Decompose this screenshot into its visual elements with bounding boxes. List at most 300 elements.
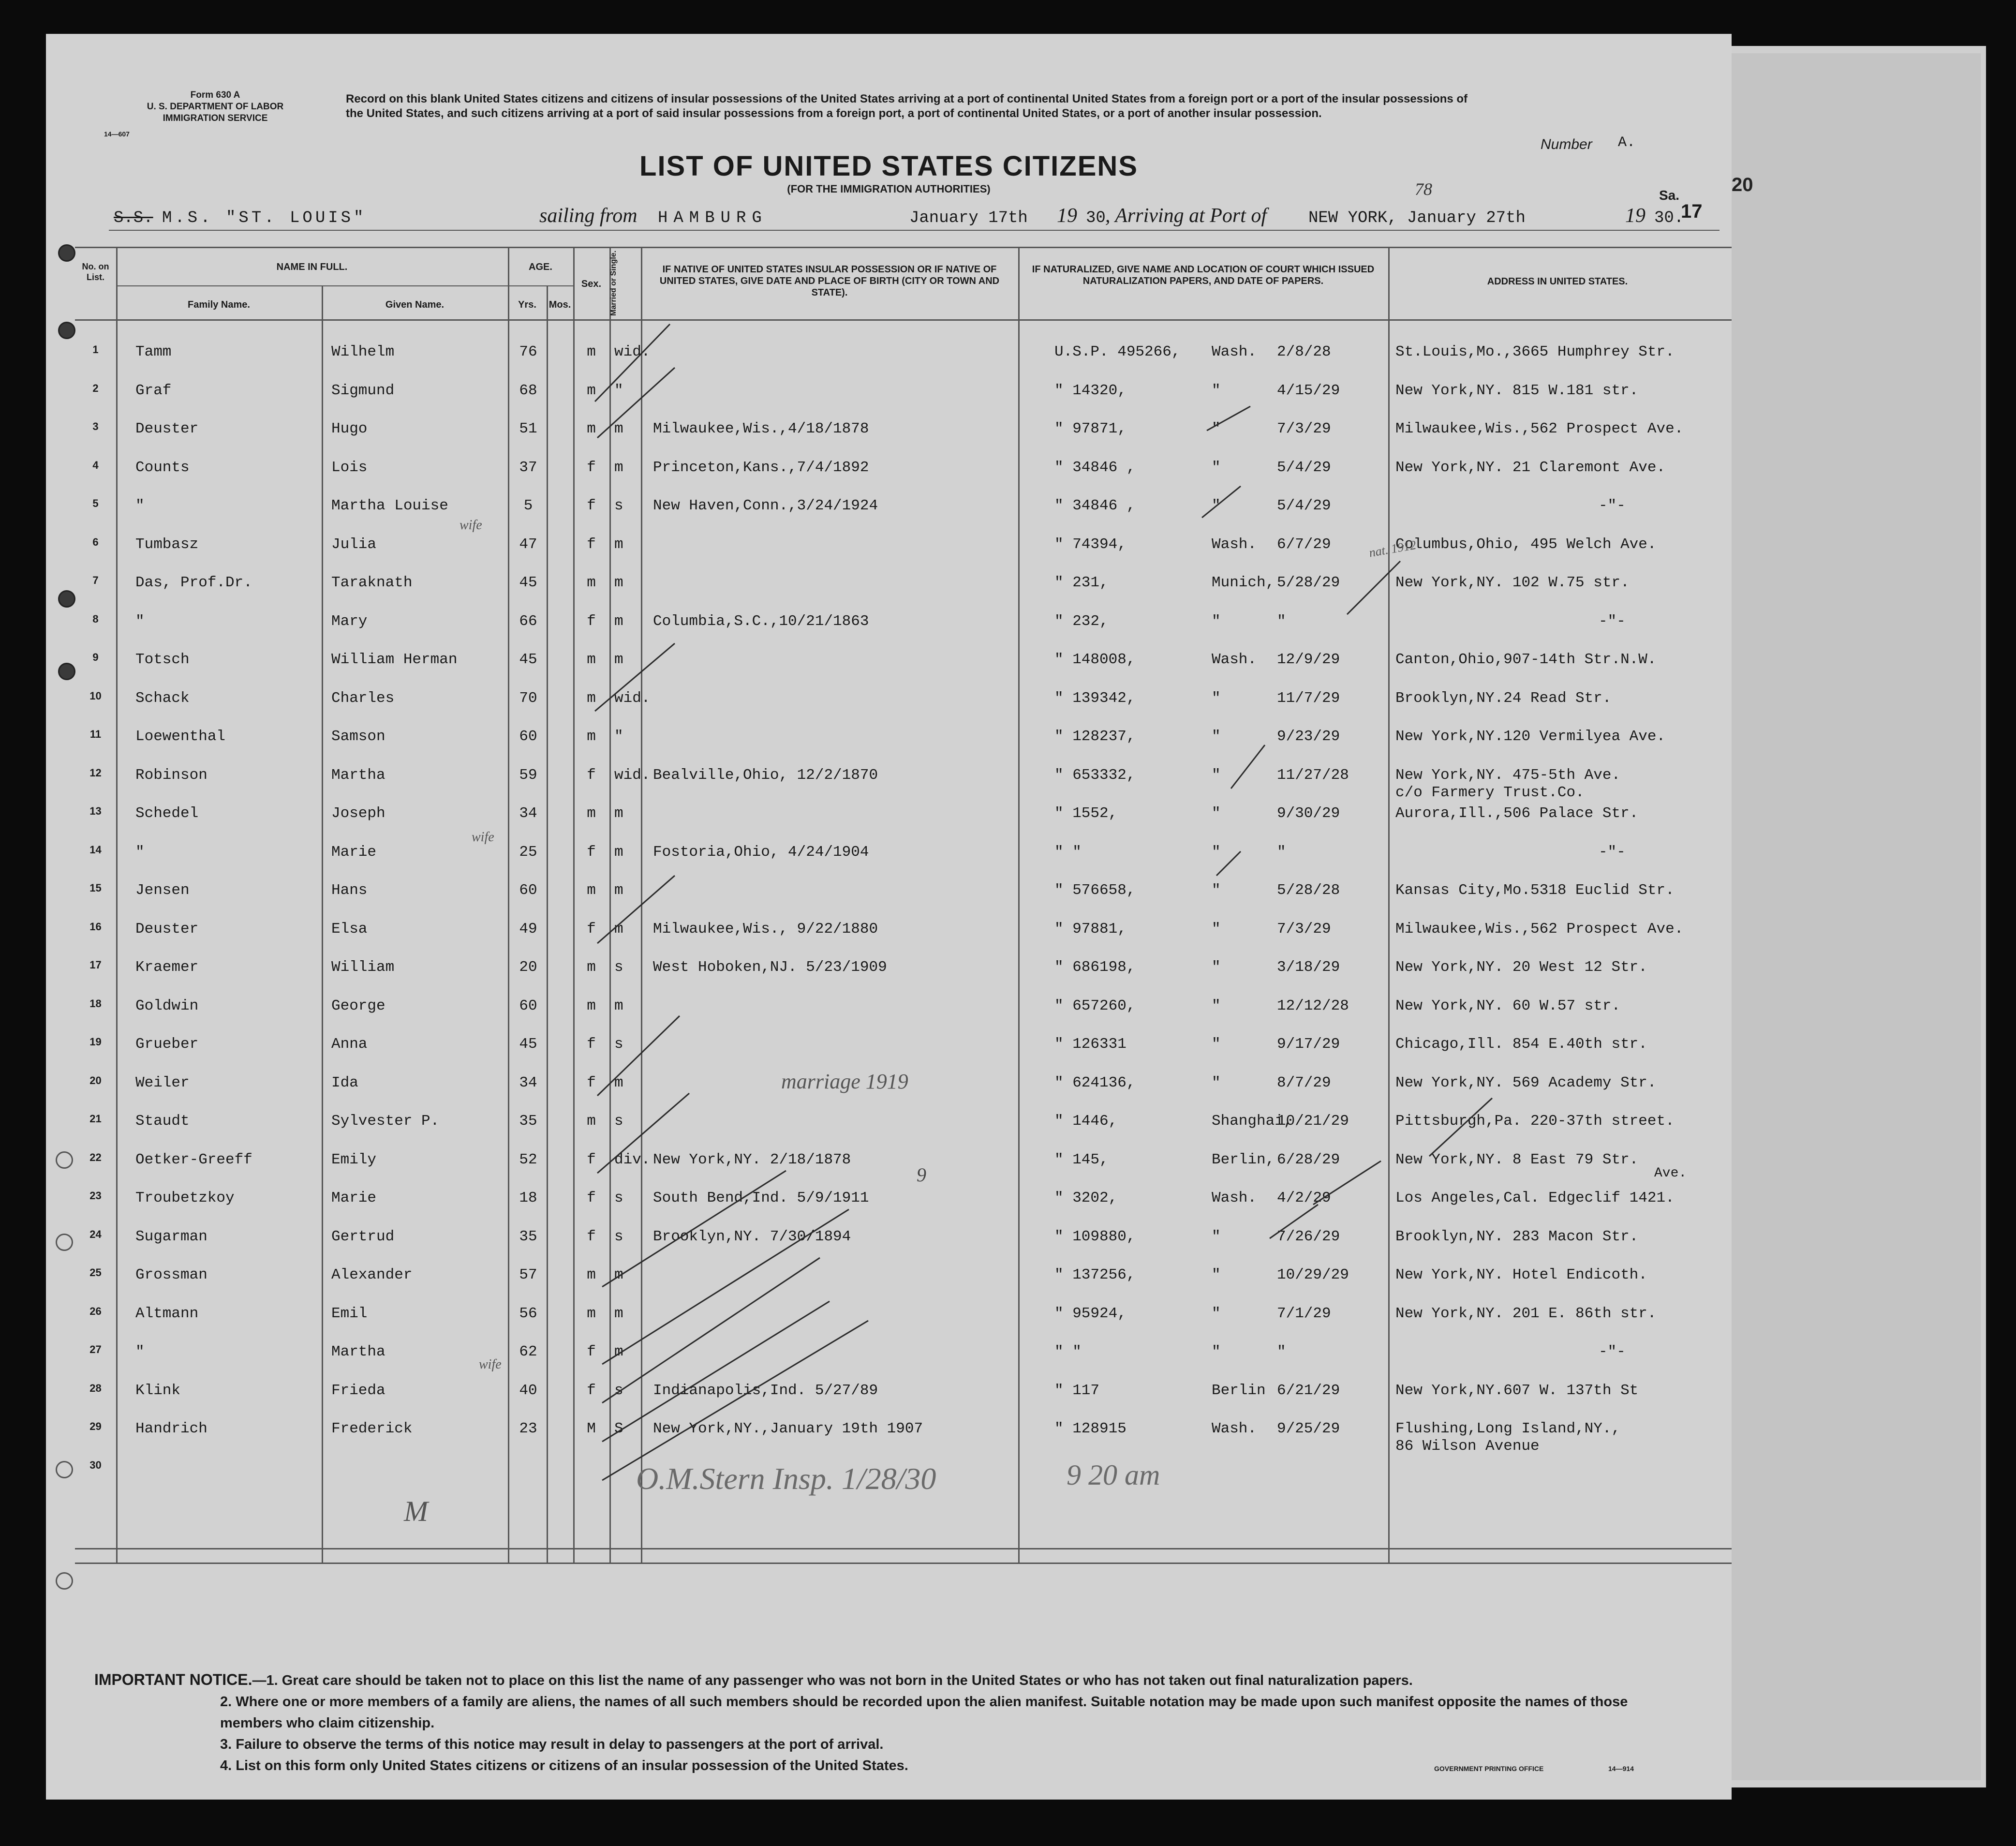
cell-age-years: 45 <box>519 574 537 591</box>
cell-naturalization-number: " " <box>1054 843 1082 861</box>
cell-naturalization-court: " <box>1212 959 1221 976</box>
cell-naturalization-date: 10/21/29 <box>1277 1113 1349 1130</box>
cell-naturalization-number: " " <box>1054 1343 1082 1360</box>
cell-naturalization-date: 9/25/29 <box>1277 1420 1340 1437</box>
annotation-initials: M <box>404 1495 428 1527</box>
cell-naturalization-court: " <box>1212 805 1221 822</box>
header-months: Mos. <box>548 299 571 310</box>
cell-naturalization-date: 5/28/28 <box>1277 882 1340 899</box>
cell-naturalization-date: 5/28/29 <box>1277 574 1340 591</box>
cell-given-name: Samson <box>331 728 385 745</box>
cell-row-number: 5 <box>92 497 99 509</box>
notice-item-3: 3. Failure to observe the terms of this notice may result in delay to passengers at the port of arrival. <box>220 1737 884 1752</box>
printer-mark: GOVERNMENT PRINTING OFFICE <box>1434 1765 1544 1772</box>
check-stroke-10 <box>602 1301 830 1442</box>
cell-family-name: Goldwin <box>135 997 199 1014</box>
cell-marital-status: m <box>614 805 623 822</box>
cell-marital-status: wid. <box>614 689 651 707</box>
cell-address: New York,NY. 20 West 12 Str. <box>1395 959 1647 976</box>
cell-given-name: Ida <box>331 1074 358 1091</box>
cell-given-name: Taraknath <box>331 574 413 591</box>
notice-item-4: 4. List on this form only United States citizens or citizens of an insular possession of the United States. <box>220 1758 908 1773</box>
cell-family-name: Das, Prof.Dr. <box>135 574 252 591</box>
cell-sex: f <box>587 1036 596 1053</box>
cell-age-years: 37 <box>519 459 537 476</box>
cell-family-name: " <box>135 612 145 630</box>
arrival-port-date: NEW YORK, January 27th <box>1308 209 1526 227</box>
departure-date: January 17th <box>909 209 1028 227</box>
check-stroke-7 <box>602 1171 786 1287</box>
binder-hole-1 <box>58 244 75 262</box>
cell-birth-place-date: Milwaukee,Wis., 9/22/1880 <box>653 920 878 938</box>
cell-naturalization-court: " <box>1212 689 1221 707</box>
cell-given-name: Emily <box>331 1151 377 1168</box>
check-stroke-8 <box>602 1209 849 1364</box>
cell-given-name: Lois <box>331 459 368 476</box>
cell-sex: m <box>587 1266 596 1283</box>
cell-naturalization-number: " 657260, <box>1054 997 1136 1014</box>
cell-naturalization-court: " <box>1212 997 1221 1014</box>
cell-given-name: Mary <box>331 612 368 630</box>
cell-given-name: Gertrud <box>331 1228 395 1245</box>
cell-marital-status: m <box>614 536 623 553</box>
cell-birth-place-date: Fostoria,Ohio, 4/24/1904 <box>653 843 869 861</box>
check-stroke-12 <box>1207 406 1250 431</box>
cell-sex: f <box>587 843 596 861</box>
cell-given-name: Anna <box>331 1036 368 1053</box>
cell-given-name: Alexander <box>331 1266 413 1283</box>
cell-row-number: 16 <box>89 920 102 933</box>
cell-naturalization-court: " <box>1212 382 1221 399</box>
binder-hole-3 <box>58 590 75 608</box>
binder-hole-4 <box>58 663 75 680</box>
cell-age-years: 47 <box>519 536 537 553</box>
cell-marital-status: m <box>614 997 623 1014</box>
cell-address: New York,NY. 475-5th Ave. <box>1395 766 1621 784</box>
cell-family-name: Grossman <box>135 1266 208 1283</box>
cell-naturalization-date: 7/1/29 <box>1277 1305 1331 1322</box>
cell-birth-place-date: West Hoboken,NJ. 5/23/1909 <box>653 959 887 976</box>
cell-row-number: 11 <box>89 728 102 740</box>
cell-marital-status: S <box>614 1420 623 1437</box>
cell-row-number: 20 <box>89 1074 102 1087</box>
cell-naturalization-number: " 686198, <box>1054 959 1136 976</box>
cell-sex: f <box>587 1151 596 1168</box>
cell-address: Brooklyn,NY. 283 Macon Str. <box>1395 1228 1639 1245</box>
cell-age-years: 76 <box>519 343 537 360</box>
cell-naturalization-court: " <box>1212 882 1221 899</box>
cell-row-number: 18 <box>89 997 102 1010</box>
cell-naturalization-date: 5/4/29 <box>1277 497 1331 514</box>
cell-sex: m <box>587 1113 596 1130</box>
cell-sex: m <box>587 959 596 976</box>
cell-naturalization-date: 3/18/29 <box>1277 959 1340 976</box>
cell-naturalization-date: 11/7/29 <box>1277 689 1340 707</box>
page-title: LIST OF UNITED STATES CITIZENS <box>639 150 1138 182</box>
cell-sex: f <box>587 1074 596 1091</box>
cell-row-number: 17 <box>89 959 102 971</box>
cell-birth-place-date: South Bend,Ind. 5/9/1911 <box>653 1190 869 1206</box>
cell-naturalization-date: 7/3/29 <box>1277 420 1331 437</box>
cell-given-name: Emil <box>331 1305 368 1322</box>
cell-family-name: Jensen <box>135 882 190 899</box>
check-stroke-11 <box>602 1321 868 1480</box>
cell-birth-place-date: Princeton,Kans.,7/4/1892 <box>653 459 869 476</box>
cell-naturalization-court: Wash. <box>1212 343 1257 360</box>
cell-sex: m <box>587 728 596 745</box>
cell-age-years: 62 <box>519 1343 537 1360</box>
cell-naturalization-number: " 148008, <box>1054 651 1136 668</box>
check-stroke-16 <box>1216 851 1241 876</box>
cell-family-name: Oetker-Greeff <box>135 1151 252 1168</box>
cell-given-name: Marie <box>331 1190 377 1206</box>
cell-address: New York,NY.120 Vermilyea Ave. <box>1395 728 1666 745</box>
cell-row-number: 24 <box>89 1228 102 1240</box>
departure-year: 30 <box>1086 209 1106 227</box>
departure-year-prefix: 19 <box>1057 205 1077 227</box>
check-stroke-18 <box>1313 1161 1381 1205</box>
cell-naturalization-number: " 1446, <box>1054 1113 1118 1130</box>
notice-item-1 <box>94 1669 1690 1691</box>
cell-marital-status: m <box>614 843 623 861</box>
cell-age-years: 23 <box>519 1420 537 1437</box>
header-native-birth: IF NATIVE OF UNITED STATES INSULAR POSSESSION OR IF NATIVE OF UNITED STATES, GIVE DATE AND PLACE OF BIRTH (CITY OR TOWN AND STATE). <box>659 264 1000 298</box>
printer-code: 14—914 <box>1608 1765 1634 1772</box>
cell-row-number: 21 <box>89 1113 102 1125</box>
cell-given-name: Charles <box>331 689 395 707</box>
cell-given-name: Julia <box>331 536 377 553</box>
cell-marital-status: m <box>614 1305 623 1322</box>
cell-naturalization-court: " <box>1212 843 1221 861</box>
cell-age-years: 51 <box>519 420 537 437</box>
cell-birth-place-date: Brooklyn,NY. 7/30/1894 <box>653 1228 851 1245</box>
cell-naturalization-number: " 3202, <box>1054 1190 1118 1206</box>
cell-marital-status: s <box>614 1190 623 1206</box>
arriving-label: , Arriving at Port of <box>1105 205 1267 227</box>
annotation-ave: Ave. <box>1654 1166 1687 1181</box>
cell-row-number: 7 <box>92 574 99 586</box>
cell-naturalization-court: Wash. <box>1212 651 1257 668</box>
cell-naturalization-number: " 128237, <box>1054 728 1136 745</box>
cell-naturalization-date: 6/7/29 <box>1277 536 1331 553</box>
binder-hole-5 <box>56 1151 73 1169</box>
cell-naturalization-court: " <box>1212 1343 1221 1360</box>
cell-family-name: Tamm <box>135 343 172 360</box>
cell-sex: f <box>587 1228 596 1245</box>
cell-naturalization-date: 9/30/29 <box>1277 805 1340 822</box>
departure-port: HAMBURG <box>658 209 768 227</box>
cell-naturalization-date: 4/2/29 <box>1277 1190 1331 1206</box>
cell-age-years: 45 <box>519 651 537 668</box>
cell-naturalization-court: Wash. <box>1212 1420 1257 1437</box>
cell-address: New York,NY. 102 W.75 str. <box>1395 574 1630 591</box>
cell-age-years: 60 <box>519 882 537 899</box>
cell-row-number: 1 <box>92 343 99 356</box>
cell-sex: m <box>587 574 596 591</box>
cell-marital-status: div. <box>614 1151 651 1168</box>
cell-family-name: " <box>135 497 145 514</box>
cell-family-name: Sugarman <box>135 1228 208 1245</box>
number-value: A. <box>1618 134 1636 151</box>
struck-vessel-type: S.S. <box>114 209 153 227</box>
header-given-name: Given Name. <box>385 299 445 310</box>
cell-age-years: 40 <box>519 1382 537 1399</box>
annotation-wife-mark-2: wife <box>472 830 494 845</box>
cell-sex: f <box>587 536 596 553</box>
cell-family-name: Loewenthal <box>135 728 226 745</box>
cell-row-number: 30 <box>89 1459 102 1471</box>
cell-naturalization-date: 5/4/29 <box>1277 459 1331 476</box>
cell-address: New York,NY. 8 East 79 Str. <box>1395 1151 1639 1168</box>
notice-item-2: 2. Where one or more members of a family are aliens, the names of all such members should be recorded upon the alien manifest. Suitable notation may be made upon such manifest opposite the names of those members who claim citizenship. <box>220 1694 1628 1731</box>
cell-address: New York,NY. 815 W.181 str. <box>1395 382 1639 399</box>
cell-naturalization-date: 11/27/28 <box>1277 766 1349 784</box>
cell-marital-status: s <box>614 1113 623 1130</box>
cell-sex: m <box>587 882 596 899</box>
cell-naturalization-court: " <box>1212 1228 1221 1245</box>
header-no: No. on List. <box>82 262 109 282</box>
cell-age-years: 52 <box>519 1151 537 1168</box>
form-code: 14—607 <box>104 130 130 138</box>
header-family-name: Family Name. <box>188 299 250 310</box>
cell-row-number: 29 <box>89 1420 102 1432</box>
check-stroke-1 <box>595 324 670 402</box>
cell-address: Chicago,Ill. 854 E.40th str. <box>1395 1036 1647 1053</box>
cell-address: New York,NY. 60 W.57 str. <box>1395 997 1621 1014</box>
cell-row-number: 28 <box>89 1382 102 1394</box>
cell-birth-place-date: New York,NY.,January 19th 1907 <box>653 1420 923 1437</box>
cell-naturalization-court: Munich, <box>1212 574 1275 591</box>
cell-address: New York,NY. 201 E. 86th str. <box>1395 1305 1657 1322</box>
cell-birth-place-date: Milwaukee,Wis.,4/18/1878 <box>653 420 869 437</box>
cell-given-name: William <box>331 959 395 976</box>
cell-age-years: 68 <box>519 382 537 399</box>
cell-family-name: Kraemer <box>135 959 199 976</box>
cell-family-name: Deuster <box>135 920 199 938</box>
cell-sex: f <box>587 459 596 476</box>
cell-naturalization-date: 7/3/29 <box>1277 920 1331 938</box>
cell-family-name: Graf <box>135 382 172 399</box>
cell-family-name: Klink <box>135 1382 181 1399</box>
cell-naturalization-court: " <box>1212 766 1221 784</box>
cell-address: Kansas City,Mo.5318 Euclid Str. <box>1395 882 1675 899</box>
cell-address: St.Louis,Mo.,3665 Humphrey Str. <box>1395 343 1675 360</box>
underlying-sheet-inner <box>1729 53 1981 1780</box>
cell-naturalization-court: Wash. <box>1212 536 1257 553</box>
header-years: Yrs. <box>518 299 536 310</box>
check-stroke-3 <box>595 643 675 711</box>
cell-marital-status: s <box>614 1382 623 1399</box>
header-name-in-full: NAME IN FULL. <box>276 262 348 272</box>
cell-sex: f <box>587 1382 596 1399</box>
cell-naturalization-date: " <box>1277 612 1286 630</box>
cell-family-name: Grueber <box>135 1036 199 1053</box>
check-stroke-group <box>595 324 1492 1480</box>
cell-age-years: 56 <box>519 1305 537 1322</box>
cell-marital-status: m <box>614 459 623 476</box>
cell-naturalization-date: " <box>1277 843 1286 861</box>
header-sex: Sex. <box>581 279 602 289</box>
cell-family-name: Deuster <box>135 420 199 437</box>
cell-naturalization-court: " <box>1212 1074 1221 1091</box>
important-notice <box>94 1669 1690 1776</box>
cell-birth-place-date: New York,NY. 2/18/1878 <box>653 1151 851 1168</box>
annotation-marriage: marriage 1919 <box>781 1070 908 1093</box>
sa-label: Sa. <box>1659 188 1680 203</box>
cell-row-number: 12 <box>89 766 102 779</box>
notice-heading: IMPORTANT NOTICE. <box>94 1671 252 1688</box>
sheet-number: 17 <box>1681 201 1703 222</box>
cell-sex: m <box>587 805 596 822</box>
cell-given-name: Joseph <box>331 805 385 822</box>
cell-row-number: 2 <box>92 382 99 394</box>
cell-family-name: Staudt <box>135 1113 190 1130</box>
cell-naturalization-number: " 624136, <box>1054 1074 1136 1091</box>
cell-naturalization-date: 9/17/29 <box>1277 1036 1340 1053</box>
cell-age-years: 49 <box>519 920 537 938</box>
check-stroke-5 <box>597 1016 680 1096</box>
cell-row-number: 14 <box>89 843 102 856</box>
cell-marital-status: wid. <box>614 766 651 784</box>
cell-given-name: Frieda <box>331 1382 385 1399</box>
cell-age-years: 35 <box>519 1228 537 1245</box>
annotation-nat-1912: nat. 1912 <box>1368 537 1417 560</box>
cell-address: Milwaukee,Wis.,562 Prospect Ave. <box>1395 920 1684 938</box>
header-married-single: Married or Single. <box>609 250 618 316</box>
cell-address: New York,NY. 569 Academy Str. <box>1395 1074 1657 1091</box>
cell-naturalization-court: Berlin <box>1212 1382 1266 1399</box>
binder-hole-2 <box>58 322 75 339</box>
cell-row-number: 23 <box>89 1190 102 1202</box>
cell-naturalization-number: " 126331 <box>1054 1036 1127 1053</box>
cell-age-years: 66 <box>519 612 537 630</box>
cell-naturalization-date: " <box>1277 1343 1286 1360</box>
cell-given-name: Sigmund <box>331 382 395 399</box>
cell-marital-status: m <box>614 612 623 630</box>
cell-marital-status: m <box>614 574 623 591</box>
cell-given-name: Marie <box>331 843 377 861</box>
department-name: U. S. DEPARTMENT OF LABOR <box>147 102 284 112</box>
annotation-wife-mark-1: wife <box>460 518 482 533</box>
cell-family-name: " <box>135 1343 145 1360</box>
cell-naturalization-number: " 14320, <box>1054 382 1127 399</box>
cell-naturalization-number: " 145, <box>1054 1151 1109 1168</box>
pen-check-strokes <box>46 34 1732 1582</box>
check-stroke-4 <box>597 876 675 943</box>
cell-address-line-2: c/o Farmery Trust.Co. <box>1395 784 1585 801</box>
cell-naturalization-number: " 137256, <box>1054 1266 1136 1283</box>
cell-given-name: Hans <box>331 882 368 899</box>
cell-naturalization-date: 10/29/29 <box>1277 1266 1349 1283</box>
cell-address: -"- <box>1599 1343 1626 1360</box>
cell-sex: f <box>587 497 596 514</box>
cell-naturalization-court: " <box>1212 728 1221 745</box>
cell-sex: m <box>587 343 596 360</box>
cell-age-years: 60 <box>519 997 537 1014</box>
header-naturalization: IF NATURALIZED, GIVE NAME AND LOCATION OF COURT WHICH ISSUED NATURALIZATION PAPERS, AND DATE OF PAPERS. <box>1032 264 1375 286</box>
cell-age-years: 45 <box>519 1036 537 1053</box>
cell-address-line-2: 86 Wilson Avenue <box>1395 1438 1540 1455</box>
cell-family-name: Counts <box>135 459 190 476</box>
cell-age-years: 70 <box>519 689 537 707</box>
cell-naturalization-date: 8/7/29 <box>1277 1074 1331 1091</box>
cell-given-name: George <box>331 997 385 1014</box>
cell-naturalization-number: " 34846 , <box>1054 459 1136 476</box>
cell-address: Canton,Ohio,907-14th Str.N.W. <box>1395 651 1657 668</box>
cell-naturalization-date: 7/26/29 <box>1277 1228 1340 1245</box>
cell-marital-status: " <box>614 382 623 399</box>
cell-sex: f <box>587 766 596 784</box>
cell-address: New York,NY. Hotel Endicoth. <box>1395 1266 1647 1283</box>
cell-row-number: 4 <box>92 459 99 471</box>
cell-naturalization-court: Berlin, <box>1212 1151 1275 1168</box>
cell-row-number: 10 <box>89 689 102 702</box>
cell-naturalization-number: " 109880, <box>1054 1228 1136 1245</box>
check-stroke-17 <box>1429 1098 1492 1156</box>
side-sheet-number: 20 <box>1732 174 1753 195</box>
cell-naturalization-number: U.S.P. 495266, <box>1054 343 1181 360</box>
cell-naturalization-date: 12/9/29 <box>1277 651 1340 668</box>
cell-naturalization-court: " <box>1212 459 1221 476</box>
cell-sex: m <box>587 689 596 707</box>
check-stroke-2 <box>597 368 675 438</box>
cell-naturalization-number: " 117 <box>1054 1382 1100 1399</box>
cell-naturalization-number: " 1552, <box>1054 805 1118 822</box>
cell-naturalization-number: " 74394, <box>1054 536 1127 553</box>
cell-naturalization-date: 12/12/28 <box>1277 997 1349 1014</box>
cell-naturalization-date: 2/8/28 <box>1277 343 1331 360</box>
cell-naturalization-number: " 653332, <box>1054 766 1136 784</box>
cell-age-years: 5 <box>523 497 533 514</box>
cell-marital-status: m <box>614 1343 623 1360</box>
header-address: ADDRESS IN UNITED STATES. <box>1487 276 1628 287</box>
cell-naturalization-court: " <box>1212 420 1221 437</box>
arrival-year: 30. <box>1654 209 1684 227</box>
cell-row-number: 13 <box>89 805 102 817</box>
cell-sex: m <box>587 651 596 668</box>
cell-family-name: Schack <box>135 689 190 707</box>
cell-family-name: Troubetzkoy <box>135 1190 235 1206</box>
cell-marital-status: m <box>614 420 623 437</box>
cell-naturalization-date: 4/15/29 <box>1277 382 1340 399</box>
cell-sex: m <box>587 997 596 1014</box>
cell-sex: m <box>587 382 596 399</box>
cell-sex: f <box>587 612 596 630</box>
intro-instructions: Record on this blank United States citizens and citizens of insular possessions of the United States arriving at a port of continental United States from a foreign port or a port of the insular possessions of the United States, and such citizens arriving at a port of said insular possessions from a foreign port, a port of continental United States, or a port of another insular possession. <box>346 92 1468 120</box>
cell-given-name: William Herman <box>331 651 458 668</box>
check-stroke-13 <box>1202 486 1241 518</box>
sailing-from-label: sailing from <box>539 205 637 227</box>
cell-sex: m <box>587 420 596 437</box>
cell-address: Los Angeles,Cal. Edgeclif 1421. <box>1395 1190 1675 1206</box>
cell-given-name: Sylvester P. <box>331 1113 440 1130</box>
inspection-time: 9 20 am <box>1067 1459 1160 1491</box>
vessel-name: M.S. "ST. LOUIS" <box>162 209 367 227</box>
cell-marital-status: " <box>614 728 623 745</box>
check-stroke-9 <box>602 1258 820 1403</box>
cell-naturalization-court: " <box>1212 1305 1221 1322</box>
manifest-page <box>46 34 1732 1800</box>
cell-marital-status: s <box>614 1228 623 1245</box>
cell-naturalization-number: " 139342, <box>1054 689 1136 707</box>
cell-age-years: 34 <box>519 805 537 822</box>
cell-naturalization-court: " <box>1212 1036 1221 1053</box>
cell-age-years: 60 <box>519 728 537 745</box>
service-name: IMMIGRATION SERVICE <box>163 113 268 123</box>
cell-row-number: 26 <box>89 1305 102 1317</box>
cell-given-name: Martha <box>331 766 385 784</box>
inspector-stamp: O.M.Stern Insp. 1/28/30 <box>636 1461 936 1496</box>
